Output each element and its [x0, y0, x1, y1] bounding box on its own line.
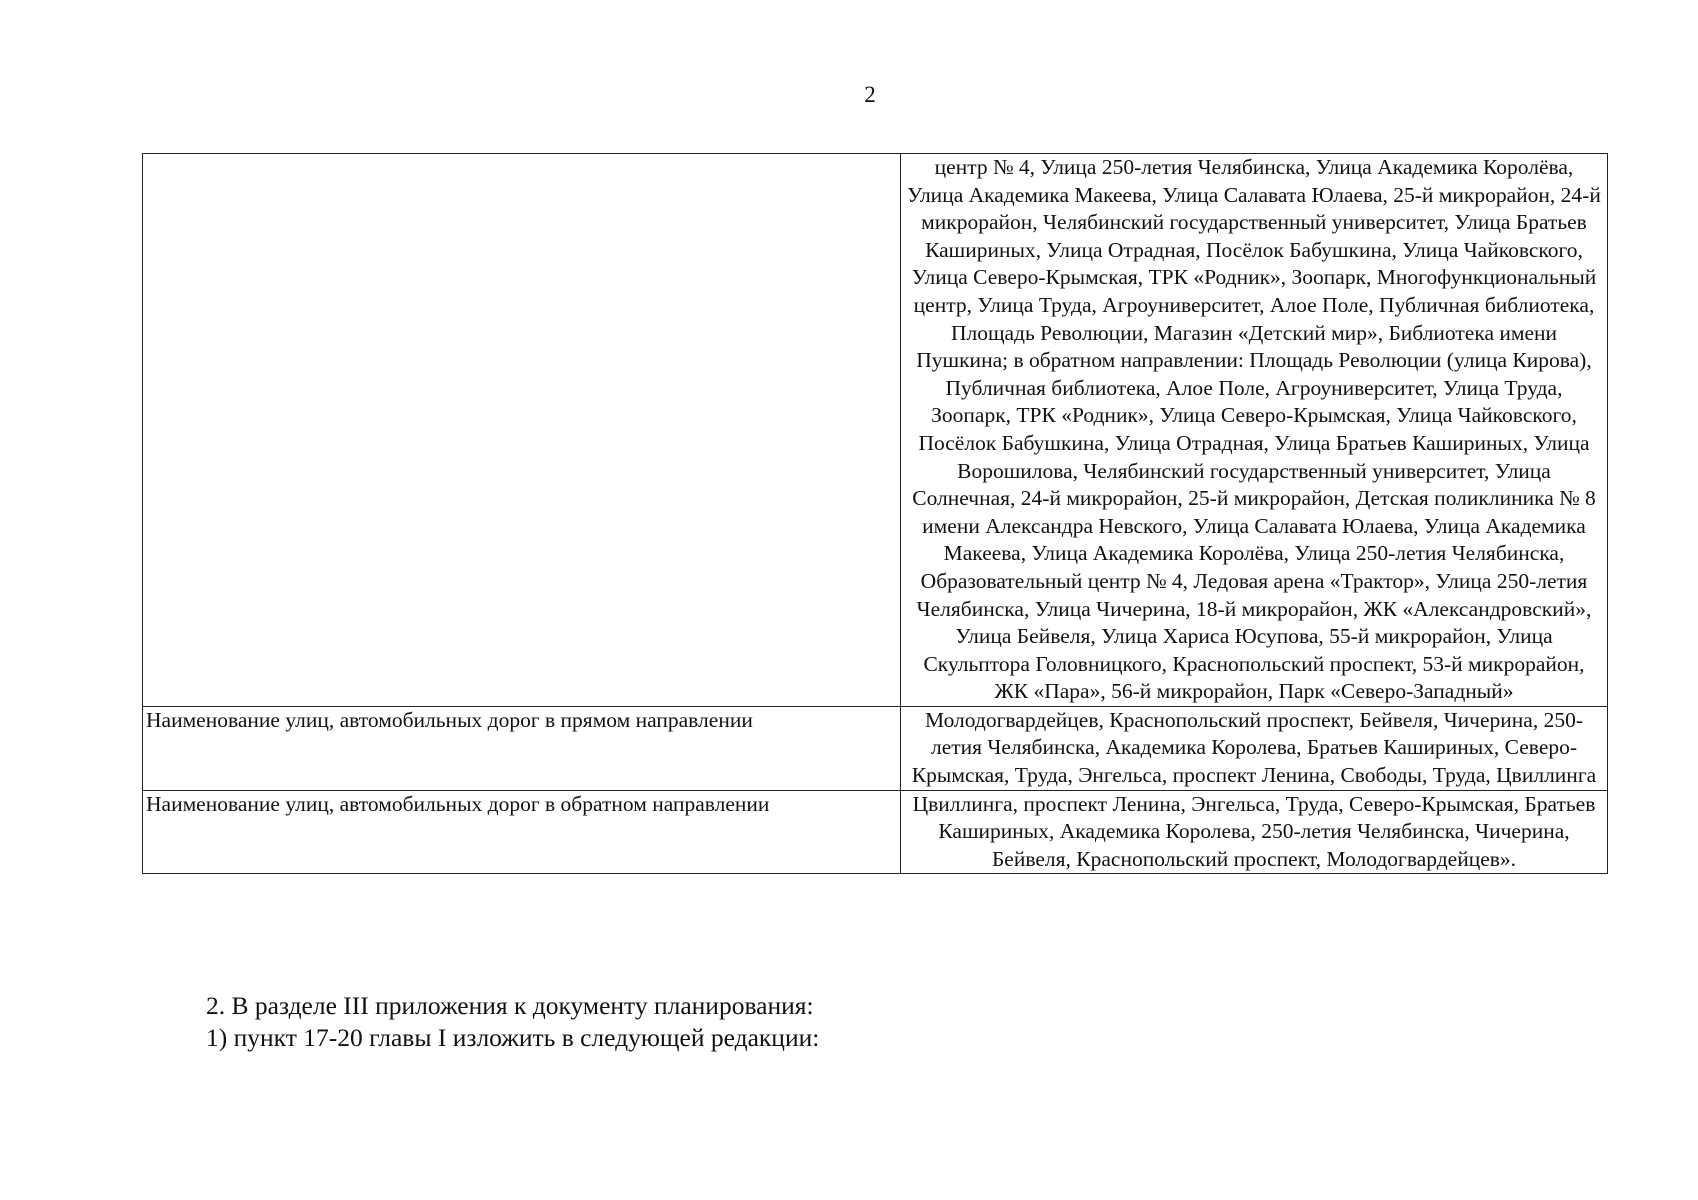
- table-cell-value: Цвиллинга, проспект Ленина, Энгельса, Труда, Северо-Крымская, Братьев Кашириных, Академика Королева, 250-летия Челябинска, Чичерина, Бейвеля, Краснопольский проспект, Молодогвардейцев».: [901, 790, 1608, 874]
- page-number: 2: [864, 82, 876, 107]
- table-cell-label: [143, 154, 901, 707]
- table-cell-value: центр № 4, Улица 250-летия Челябинска, Улица Академика Королёва, Улица Академика Макеева, Улица Салавата Юлаева, 25-й микрорайон, 24-й микрорайон, Челябинский государственный университет, Улица Братьев Кашириных, Улица Отрадная, Посёлок Бабушкина, Улица Чайковского, Улица Северо-Крымская, ТРК «Родник», Зоопарк, Многофункциональный центр, Улица Труда, Агроуниверситет, Алое Поле, Публичная библиотека, Площадь Революции, Магазин «Детский мир», Библиотека имени Пушкина; в обратном направлении: Площадь Революции (улица Кирова), Публичная библиотека, Алое Поле, Агроуниверситет, Улица Труда, Зоопарк, ТРК «Родник», Улица Северо-Крымская, Улица Чайковского, Посёлок Бабушкина, Улица Отрадная, Улица Братьев Кашириных, Улица Ворошилова, Челябинский государственный университет, Улица Солнечная, 24-й микрорайон, 25-й микрорайон, Детская поликлиника № 8 имени Александра Невского, Улица Салавата Юлаева, Улица Академика Макеева, Улица Академика Королёва, Улица 250-летия Челябинска, Образовательный центр № 4, Ледовая арена «Трактор», Улица 250-летия Челябинска, Улица Чичерина, 18-й микрорайон, ЖК «Александровский», Улица Бейвеля, Улица Хариса Юсупова, 55-й микрорайон, Улица Скульптора Головницкого, Краснопольский проспект, 53-й микрорайон, ЖК «Пара», 56-й микрорайон, Парк «Северо-Западный»: [901, 154, 1608, 707]
- table-row: [143, 790, 1608, 874]
- routes-table: [142, 153, 1608, 874]
- table-row: [143, 154, 1608, 707]
- paragraph-section-iii: 2. В разделе III приложения к документу планирования:: [206, 991, 814, 1020]
- paragraph-item-1: 1) пункт 17-20 главы I изложить в следующей редакции:: [206, 1023, 820, 1052]
- table-cell-label: Наименование улиц, автомобильных дорог в прямом направлении: [143, 706, 901, 790]
- table-cell-label: Наименование улиц, автомобильных дорог в обратном направлении: [143, 790, 901, 874]
- table-cell-value: Молодогвардейцев, Краснопольский проспект, Бейвеля, Чичерина, 250-летия Челябинска, Академика Королева, Братьев Кашириных, Северо-Крымская, Труда, Энгельса, проспект Ленина, Свободы, Труда, Цвиллинга: [901, 706, 1608, 790]
- table-row: [143, 706, 1608, 790]
